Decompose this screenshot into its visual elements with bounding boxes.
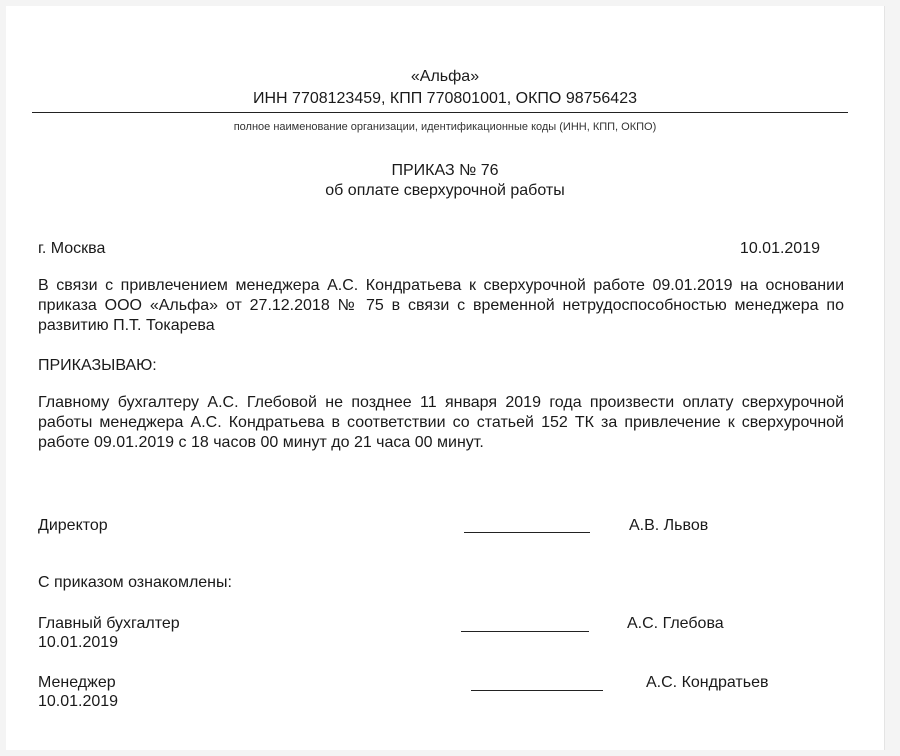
organization-ids: ИНН 7708123459, КПП 770801001, ОКПО 98756423 bbox=[252, 90, 637, 107]
chief-accountant-signature-line bbox=[461, 631, 589, 632]
header-divider bbox=[32, 112, 848, 113]
acquainted-label: С приказом ознакомлены: bbox=[38, 574, 232, 591]
organization-caption: полное наименование организации, идентификационные коды (ИНН, КПП, ОКПО) bbox=[233, 121, 657, 133]
director-role: Директор bbox=[38, 517, 108, 534]
orders-word: ПРИКАЗЫВАЮ: bbox=[38, 357, 157, 374]
manager-name: А.С. Кондратьев bbox=[646, 674, 769, 691]
chief-accountant-name: А.С. Глебова bbox=[627, 615, 724, 632]
order-subtitle: об оплате сверхурочной работы bbox=[325, 182, 565, 199]
chief-accountant-date: 10.01.2019 bbox=[38, 634, 119, 651]
manager-role: Менеджер bbox=[38, 674, 116, 691]
order-title: ПРИКАЗ № 76 bbox=[391, 162, 499, 179]
chief-accountant-role: Главный бухгалтер bbox=[38, 615, 180, 632]
order-date: 10.01.2019 bbox=[739, 240, 820, 257]
organization-name: «Альфа» bbox=[410, 68, 480, 85]
order-paragraph: Главному бухгалтеру А.С. Глебовой не позднее 11 января 2019 года произвести оплату сверхурочной работы менеджера А.С. Кондратьева в соответствии со статьей 152 ТК за привлечение к сверхурочной работе 09.01.2019 с 18 часов 00 минут до 21 часа 00 минут. bbox=[38, 394, 844, 451]
director-signature-line bbox=[464, 532, 590, 533]
preamble-paragraph: В связи с привлечением менеджера А.С. Кондратьева к сверхурочной работе 09.01.2019 на основании приказа ООО «Альфа» от 27.12.2018 № 75 в связи с временной нетрудоспособностью менеджера по развитию П.Т. Токарева bbox=[38, 277, 844, 334]
city: г. Москва bbox=[38, 240, 106, 257]
manager-signature-line bbox=[471, 690, 603, 691]
manager-date: 10.01.2019 bbox=[38, 693, 119, 710]
director-name: А.В. Львов bbox=[629, 517, 709, 534]
document-page bbox=[6, 6, 885, 750]
